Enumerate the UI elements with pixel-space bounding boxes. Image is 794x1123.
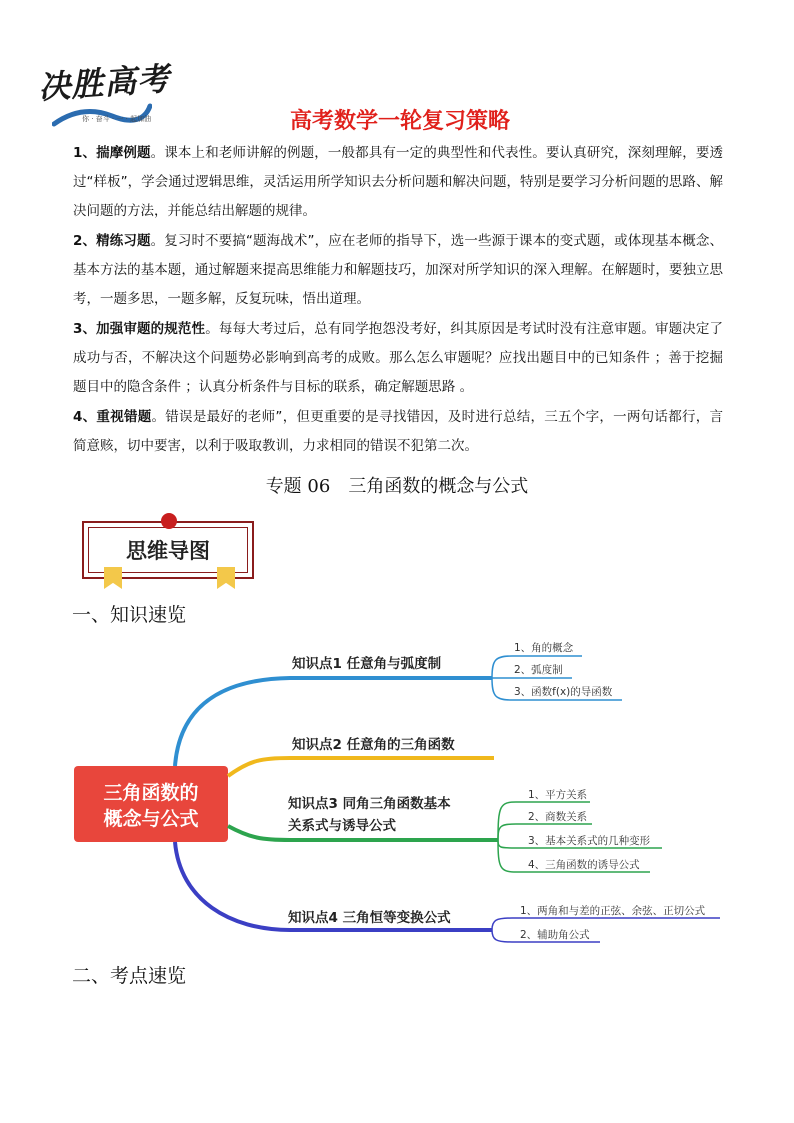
section-exam-points: 二、考点速览	[72, 965, 187, 987]
logo-text: 决胜高考	[36, 59, 172, 107]
main-title: 高考数学一轮复习策略	[289, 109, 510, 134]
branch-3-label-line-1: 知识点3 同角三角函数基本	[288, 796, 451, 812]
branch-3-item-3: 3、基本关系式的几种变形	[528, 835, 651, 847]
paragraph-3-heading: 3、加强审题的规范性	[73, 321, 206, 337]
branch-4-item-2: 2、辅助角公式	[520, 929, 590, 941]
center-line-1: 三角函数的	[103, 782, 199, 804]
branch-1-item-1: 1、角的概念	[514, 642, 574, 654]
paragraph-2-body: 。复习时不要搞“题海战术”，应在老师的指导下，选一些源于课本的变式题，或体现基本概念、基本方法的基本题，通过解题来提高思维能力和解题技巧，加深对所学知识的深入理解。在解题时，要独立思考，一题多思，一题多解，反复玩味，悟出道理。	[73, 233, 723, 307]
section-knowledge: 一、知识速览	[72, 604, 187, 626]
branch-4-label: 知识点4 三角恒等变换公式	[288, 910, 451, 926]
badge-label: 思维导图	[88, 527, 248, 573]
branch-1-label: 知识点1 任意角与弧度制	[292, 656, 442, 672]
branch-3-label-line-2: 关系式与诱导公式	[288, 818, 396, 834]
paragraph-1-body: 。课本上和老师讲解的例题，一般都具有一定的典型性和代表性。要认真研究，深刻理解，要透过“样板”，学会通过逻辑思维，灵活运用所学知识去分析问题和解决问题，特别是要学习分析问题的思路、解决问题的方法，并能总结出解题的规律。	[73, 145, 723, 219]
center-line-2: 概念与公式	[103, 808, 199, 830]
branch-3-item-2: 2、商数关系	[528, 811, 588, 823]
topic-title: 专题 06 三角函数的概念与公式	[265, 476, 529, 497]
logo-subtext: 你 · 奋斗 · 一 · 起加油	[82, 115, 152, 123]
branch-3-item-1: 1、平方关系	[528, 789, 588, 801]
mindmap-center-node	[74, 766, 228, 842]
paragraph-4-heading: 4、重视错题	[73, 409, 152, 425]
branch-2-label: 知识点2 任意角的三角函数	[292, 737, 455, 753]
branch-2-line	[228, 758, 494, 776]
paragraph-4-body: 。错误是最好的老师”，但更重要的是寻找错因，及时进行总结，三五个字，一两句话都行，言简意赅，切中要害，以利于吸取教训，力求相同的错误不犯第二次。	[73, 409, 723, 454]
branch-1-item-2: 2、弧度制	[514, 664, 563, 676]
branch-3-item-4: 4、三角函数的诱导公式	[528, 859, 640, 871]
branch-1-item-3: 3、函数f(x)的导函数	[514, 686, 613, 698]
paragraph-1-heading: 1、揣摩例题	[73, 145, 151, 161]
paragraph-3-body: 。每每大考过后，总有同学抱怨没考好，纠其原因是考试时没有注意审题。审题决定了成功与否，不解决这个问题势必影响到高考的成败。那么怎么审题呢？应找出题目中的已知条件 ；善于挖掘题目中的隐含条件 ；认真分析条件与目标的联系，确定解题思路 。	[73, 321, 723, 395]
branch-4-item-1: 1、两角和与差的正弦、余弦、正切公式	[520, 905, 706, 917]
paragraph-2-heading: 2、精练习题	[73, 233, 151, 249]
